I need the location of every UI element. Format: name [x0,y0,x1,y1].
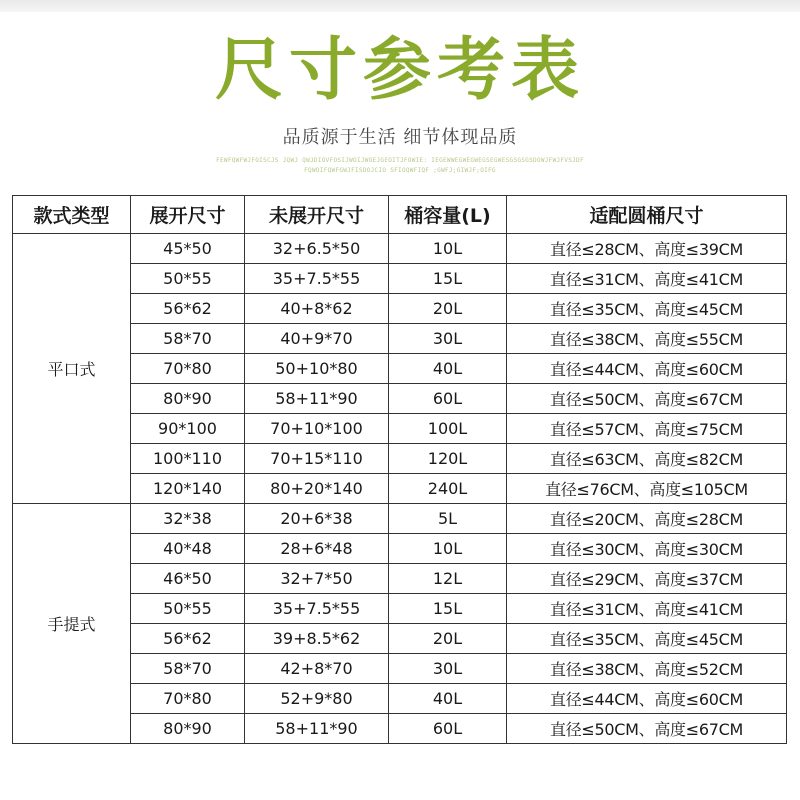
unfolded-size-cell: 58*70 [131,654,245,684]
capacity-cell: 10L [389,534,507,564]
folded-size-cell: 40+9*70 [245,324,389,354]
table-header-row [13,196,787,234]
folded-size-cell: 52+9*80 [245,684,389,714]
capacity-cell: 60L [389,384,507,414]
decorative-text-line-2: FQWOIFQWFGWJFISDOJCIO SFIOQWFIQF ;GWFJ;GIWJF;OIFG [304,167,496,174]
folded-size-cell: 32+7*50 [245,564,389,594]
fit-bin-size-cell: 直径≤63CM、高度≤82CM [507,444,787,474]
style-type-cell: 平口式 [13,234,131,504]
folded-size-cell: 20+6*38 [245,504,389,534]
capacity-cell: 20L [389,294,507,324]
fit-bin-size-cell: 直径≤31CM、高度≤41CM [507,594,787,624]
unfolded-size-cell: 70*80 [131,684,245,714]
unfolded-size-cell: 50*55 [131,264,245,294]
capacity-cell: 5L [389,504,507,534]
page-subtitle: 品质源于生活 细节体现品质 [282,127,518,148]
unfolded-size-cell: 45*50 [131,234,245,264]
fit-bin-size-cell: 直径≤20CM、高度≤28CM [507,504,787,534]
top-bar [0,0,800,12]
fit-bin-size-cell: 直径≤44CM、高度≤60CM [507,354,787,384]
unfolded-size-cell: 80*90 [131,714,245,744]
fit-bin-size-cell: 直径≤76CM、高度≤105CM [507,474,787,504]
table-row [13,234,787,264]
page-title: 尺寸参考表 [214,31,585,110]
folded-size-cell: 58+11*90 [245,714,389,744]
unfolded-size-cell: 58*70 [131,324,245,354]
folded-size-cell: 32+6.5*50 [245,234,389,264]
unfolded-size-cell: 50*55 [131,594,245,624]
table-row [13,504,787,534]
fit-bin-size-cell: 直径≤29CM、高度≤37CM [507,564,787,594]
unfolded-size-cell: 90*100 [131,414,245,444]
capacity-cell: 240L [389,474,507,504]
capacity-cell: 12L [389,564,507,594]
unfolded-size-cell: 100*110 [131,444,245,474]
decorative-text-line-1: FEWFQWFWJFOISCJS JQWJ QWJDIOVFOSIJWOIJWOEJGEOITJFOWIE: IEGEWWEGWEGWEGSEGWESGSGSGSDOWJFWJFVSJDF [216,157,584,164]
capacity-cell: 10L [389,234,507,264]
column-header-folded-size: 未展开尺寸 [245,196,389,234]
folded-size-cell: 70+10*100 [245,414,389,444]
capacity-cell: 15L [389,264,507,294]
unfolded-size-cell: 70*80 [131,354,245,384]
folded-size-cell: 35+7.5*55 [245,264,389,294]
fit-bin-size-cell: 直径≤38CM、高度≤55CM [507,324,787,354]
folded-size-cell: 42+8*70 [245,654,389,684]
folded-size-cell: 35+7.5*55 [245,594,389,624]
unfolded-size-cell: 46*50 [131,564,245,594]
capacity-cell: 15L [389,594,507,624]
column-header-fit-bin-size: 适配圆桶尺寸 [507,196,787,234]
capacity-cell: 30L [389,654,507,684]
capacity-cell: 60L [389,714,507,744]
folded-size-cell: 50+10*80 [245,354,389,384]
fit-bin-size-cell: 直径≤44CM、高度≤60CM [507,684,787,714]
capacity-cell: 40L [389,354,507,384]
capacity-cell: 30L [389,324,507,354]
fit-bin-size-cell: 直径≤31CM、高度≤41CM [507,264,787,294]
capacity-cell: 40L [389,684,507,714]
fit-bin-size-cell: 直径≤57CM、高度≤75CM [507,414,787,444]
capacity-cell: 20L [389,624,507,654]
fit-bin-size-cell: 直径≤28CM、高度≤39CM [507,234,787,264]
fit-bin-size-cell: 直径≤50CM、高度≤67CM [507,714,787,744]
unfolded-size-cell: 56*62 [131,294,245,324]
folded-size-cell: 39+8.5*62 [245,624,389,654]
table-body [13,234,787,744]
folded-size-cell: 70+15*110 [245,444,389,474]
fit-bin-size-cell: 直径≤30CM、高度≤30CM [507,534,787,564]
fit-bin-size-cell: 直径≤35CM、高度≤45CM [507,624,787,654]
fit-bin-size-cell: 直径≤38CM、高度≤52CM [507,654,787,684]
folded-size-cell: 58+11*90 [245,384,389,414]
fit-bin-size-cell: 直径≤50CM、高度≤67CM [507,384,787,414]
column-header-capacity: 桶容量(L) [389,196,507,234]
column-header-style: 款式类型 [13,196,131,234]
unfolded-size-cell: 56*62 [131,624,245,654]
fit-bin-size-cell: 直径≤35CM、高度≤45CM [507,294,787,324]
capacity-cell: 100L [389,414,507,444]
folded-size-cell: 28+6*48 [245,534,389,564]
size-reference-table [12,195,787,744]
unfolded-size-cell: 32*38 [131,504,245,534]
style-type-cell: 手提式 [13,504,131,744]
column-header-unfolded-size: 展开尺寸 [131,196,245,234]
folded-size-cell: 80+20*140 [245,474,389,504]
folded-size-cell: 40+8*62 [245,294,389,324]
unfolded-size-cell: 40*48 [131,534,245,564]
unfolded-size-cell: 120*140 [131,474,245,504]
capacity-cell: 120L [389,444,507,474]
unfolded-size-cell: 80*90 [131,384,245,414]
